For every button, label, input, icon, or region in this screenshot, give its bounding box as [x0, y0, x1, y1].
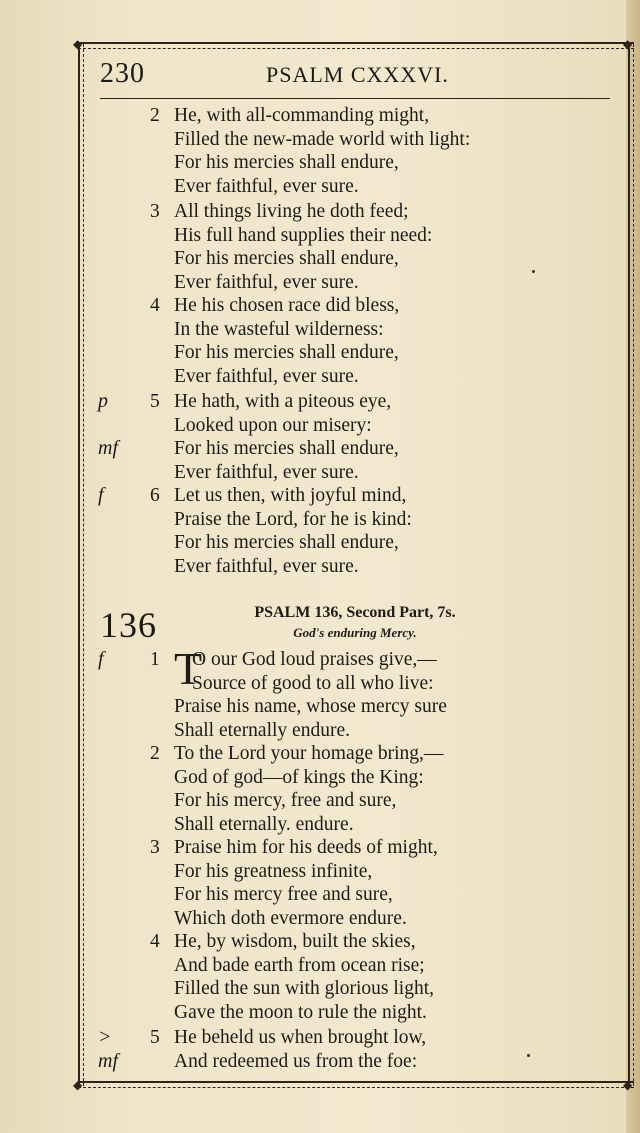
verse-line	[92, 318, 612, 342]
stanza-number: 3	[150, 201, 160, 222]
stanza	[92, 390, 612, 484]
verse-text: Ever faithful, ever sure.	[174, 175, 359, 197]
page-number: 230	[100, 58, 145, 89]
dynamic-marking: mf	[98, 437, 118, 459]
verse-line	[92, 1001, 612, 1025]
verse-text: For his mercies shall endure,	[174, 152, 399, 173]
verse-line	[92, 954, 612, 978]
verse-text: He, by wisdom, built the skies,	[174, 931, 416, 952]
stanza	[92, 294, 612, 388]
verse-line	[92, 977, 612, 1001]
verse-line	[92, 930, 612, 954]
verse-text: For his mercies shall endure,	[174, 532, 399, 553]
verse-line	[92, 742, 612, 766]
verse-line	[92, 247, 612, 271]
verse-line	[92, 508, 612, 532]
dynamic-marking: p	[98, 390, 108, 412]
verse-line	[92, 175, 612, 199]
verse-line	[92, 907, 612, 931]
verse-line	[92, 414, 612, 438]
verse-text: And redeemed us from the foe:	[174, 1050, 418, 1072]
verse-text: For his mercy free and sure,	[174, 884, 393, 905]
verse-text: Shall eternally endure.	[174, 719, 350, 741]
verse-text: For his mercy, free and sure,	[174, 790, 397, 811]
ornamental-border-right	[628, 44, 634, 1086]
verse-text: Source of good to all who live:	[192, 672, 434, 694]
verse-line	[92, 836, 612, 860]
verse-text: Shall eternally. endure.	[174, 813, 354, 835]
verse-line	[92, 365, 612, 389]
verse-line	[92, 531, 612, 555]
dynamic-marking: >	[98, 1026, 112, 1048]
ink-speck	[532, 270, 535, 273]
verse-line	[92, 200, 612, 224]
psalm-number: 136	[100, 605, 157, 645]
ornamental-border-bottom	[78, 1081, 634, 1088]
verse-text: He beheld us when brought low,	[174, 1027, 427, 1048]
verse-line	[92, 294, 612, 318]
verse-text: He hath, with a piteous eye,	[174, 391, 392, 412]
verse-text: Praise him for his deeds of might,	[174, 837, 438, 858]
stanza	[92, 200, 612, 294]
stanza	[92, 930, 612, 1024]
corner-ornament-icon: ◆	[623, 1078, 633, 1092]
running-title: PSALM CXXXVI.	[266, 62, 449, 87]
corner-ornament-icon: ◆	[73, 37, 83, 51]
verse-line	[92, 461, 612, 485]
page-header	[100, 58, 610, 99]
stanza-number: 5	[150, 1027, 160, 1048]
stanza	[92, 1026, 612, 1073]
stanza-number: 5	[150, 391, 160, 412]
verse-text: Ever faithful, ever sure.	[174, 365, 359, 387]
stanza-number: 2	[150, 743, 160, 764]
ornamental-border-top	[78, 42, 634, 49]
verse-line	[92, 104, 612, 128]
verse-text: Which doth evermore endure.	[174, 907, 407, 929]
ink-speck	[527, 1054, 530, 1057]
verse-line	[92, 813, 612, 837]
verse-line	[92, 390, 612, 414]
verse-text: Praise his name, whose mercy sure	[174, 696, 447, 717]
verse-text: O our God loud praises give,—	[192, 649, 437, 670]
verse-line	[92, 224, 612, 248]
verse-text: He his chosen race did bless,	[174, 295, 400, 316]
psalm-title: PSALM 136, Second Part, 7s.	[254, 604, 456, 621]
corner-ornament-icon: ◆	[73, 1078, 83, 1092]
stanza-number: 3	[150, 837, 160, 858]
stanza	[92, 742, 612, 836]
verse-text: Gave the moon to rule the night.	[174, 1001, 427, 1023]
verse-line	[92, 271, 612, 295]
verse-line	[92, 672, 612, 696]
verse-text: Let us then, with joyful mind,	[174, 485, 407, 506]
verse-line	[92, 437, 612, 461]
verse-text: For his mercies shall endure,	[174, 248, 399, 269]
verse-line	[92, 484, 612, 508]
verse-line	[92, 695, 612, 719]
verse-text: Filled the sun with glorious light,	[174, 978, 435, 999]
verse-line	[92, 883, 612, 907]
psalm-heading	[100, 604, 610, 648]
verse-line	[92, 555, 612, 579]
verse-text: And bade earth from ocean rise;	[174, 954, 425, 976]
stanza	[92, 104, 612, 198]
verse-text: In the wasteful wilderness:	[174, 318, 384, 340]
verse-text: For his greatness infinite,	[174, 860, 373, 882]
psalm-subtitle: God's enduring Mercy.	[293, 625, 417, 640]
verse-text: To the Lord your homage bring,—	[174, 743, 444, 764]
ornamental-border-left	[78, 44, 84, 1086]
stanza-number: 6	[150, 485, 160, 506]
stanza-number: 1	[150, 649, 160, 670]
verse-line	[92, 719, 612, 743]
verse-line	[92, 860, 612, 884]
stanza	[92, 643, 612, 742]
verse-text: For his mercies shall endure,	[174, 342, 399, 363]
verse-text: Ever faithful, ever sure.	[174, 555, 359, 577]
dynamic-marking: f	[98, 484, 104, 506]
stanza	[92, 836, 612, 930]
verse-text: He, with all-commanding might,	[174, 105, 430, 126]
verse-text: All things living he doth feed;	[174, 201, 409, 222]
verse-line	[92, 128, 612, 152]
verse-line	[92, 766, 612, 790]
stanza-number: 4	[150, 931, 160, 952]
verse-text: Ever faithful, ever sure.	[174, 271, 359, 293]
stanza-number: 2	[150, 105, 160, 126]
verse-text: His full hand supplies their need:	[174, 224, 433, 246]
corner-ornament-icon: ◆	[623, 37, 633, 51]
drop-cap: T	[174, 643, 203, 694]
verse-line	[92, 341, 612, 365]
verse-line	[92, 151, 612, 175]
stanza-number: 4	[150, 295, 160, 316]
verse-text: For his mercies shall endure,	[174, 438, 399, 459]
verse-text: God of god—of kings the King:	[174, 766, 424, 788]
verse-text: Ever faithful, ever sure.	[174, 461, 359, 483]
stanza	[92, 484, 612, 578]
verse-line	[92, 789, 612, 813]
verse-text: Praise the Lord, for he is kind:	[174, 508, 412, 530]
dynamic-marking: f	[98, 648, 104, 670]
verse-line	[92, 1050, 612, 1074]
verse-text: Filled the new-made world with light:	[174, 128, 471, 150]
verse-text: Looked upon our misery:	[174, 414, 372, 436]
dynamic-marking: mf	[98, 1049, 118, 1072]
verse-line	[92, 1026, 612, 1050]
